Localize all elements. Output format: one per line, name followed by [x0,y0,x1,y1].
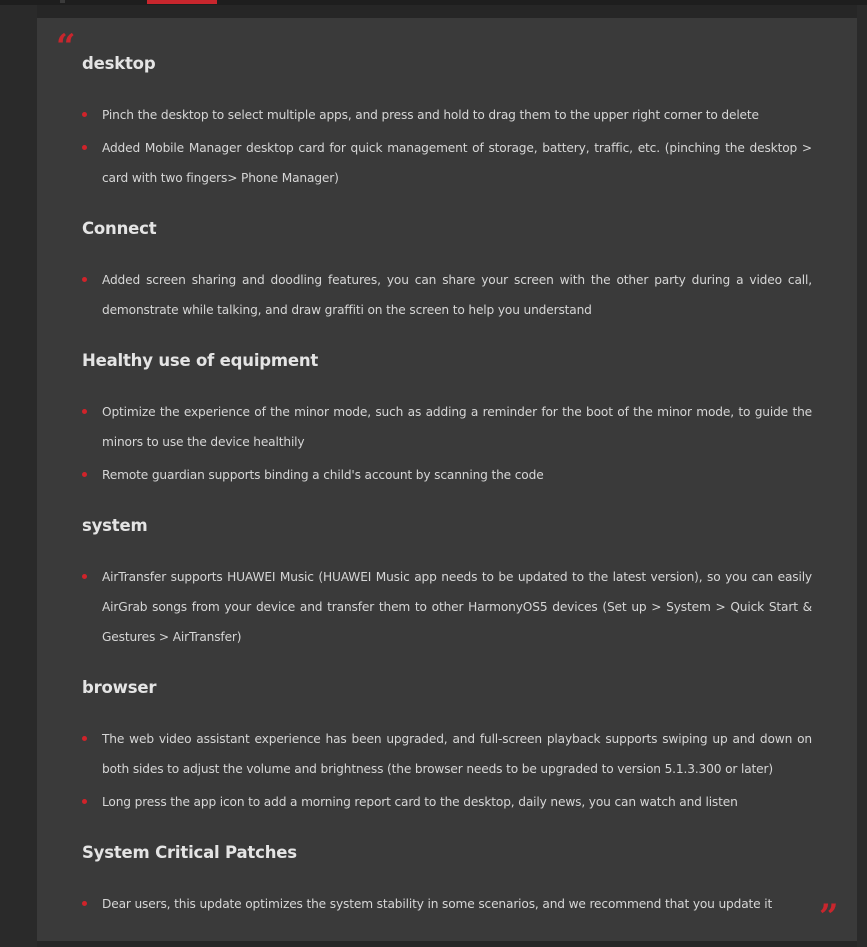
bullet-dot-icon [82,472,87,477]
list-item-text: Optimize the experience of the minor mode, such as adding a reminder for the boot of the minor mode, to guide the minors to use the device healthily [102,405,812,449]
changelog-quote-block [37,18,857,941]
section-title-healthy-use: Healthy use of equipment [82,351,319,370]
bullet-dot-icon [82,277,87,282]
bullet-dot-icon [82,409,87,414]
list-item-text: The web video assistant experience has been upgraded, and full-screen playback supports swiping up and down on both sides to adjust the volume and brightness (the browser needs to be upgraded to version 5.1.3.300 or later) [102,732,812,776]
section-title-browser: browser [82,678,157,697]
bullet-dot-icon [82,145,87,150]
list-item [82,724,812,784]
list-item-text: Added Mobile Manager desktop card for quick management of storage, battery, traffic, etc. (pinching the desktop > card with two fingers> Phone Manager) [102,141,812,185]
nav-tab-indicator-faint [60,0,65,3]
list-item-text: Remote guardian supports binding a child's account by scanning the code [102,468,544,482]
list-item-text: AirTransfer supports HUAWEI Music (HUAWEI Music app needs to be updated to the latest version), so you can easily AirGrab songs from your device and transfer them to other HarmonyOS5 devices (Set up > System > Quick Start & Gestures > AirTransfer) [102,570,812,644]
right-gutter [857,5,867,947]
bullet-dot-icon [82,112,87,117]
section-title-desktop: desktop [82,54,156,73]
list-item-text: Long press the app icon to add a morning report card to the desktop, daily news, you can watch and listen [102,795,738,809]
bullet-dot-icon [82,736,87,741]
list-item [82,100,812,130]
bullet-dot-icon [82,901,87,906]
active-tab-indicator[interactable] [147,0,217,4]
bullet-dot-icon [82,574,87,579]
list-item-text: Dear users, this update optimizes the system stability in some scenarios, and we recommend that you update it [102,897,773,911]
section-title-connect: Connect [82,219,157,238]
list-item-text: Pinch the desktop to select multiple apps, and press and hold to drag them to the upper right corner to delete [102,108,759,122]
bullet-dot-icon [82,799,87,804]
section-title-system: system [82,516,148,535]
left-gutter [0,5,37,947]
list-item [82,265,812,325]
open-quote-icon: “ [56,27,76,67]
list-item [82,889,812,919]
top-navigation-bar [0,0,867,5]
list-item-text: Added screen sharing and doodling features, you can share your screen with the other party during a video call, demonstrate while talking, and draw graffiti on the screen to help you understand [102,273,812,317]
close-quote-icon: ” [819,897,839,937]
list-item [82,787,812,817]
list-item [82,460,812,490]
section-title-critical-patches: System Critical Patches [82,843,297,862]
list-item [82,397,812,457]
list-item [82,562,812,652]
list-item [82,133,812,193]
